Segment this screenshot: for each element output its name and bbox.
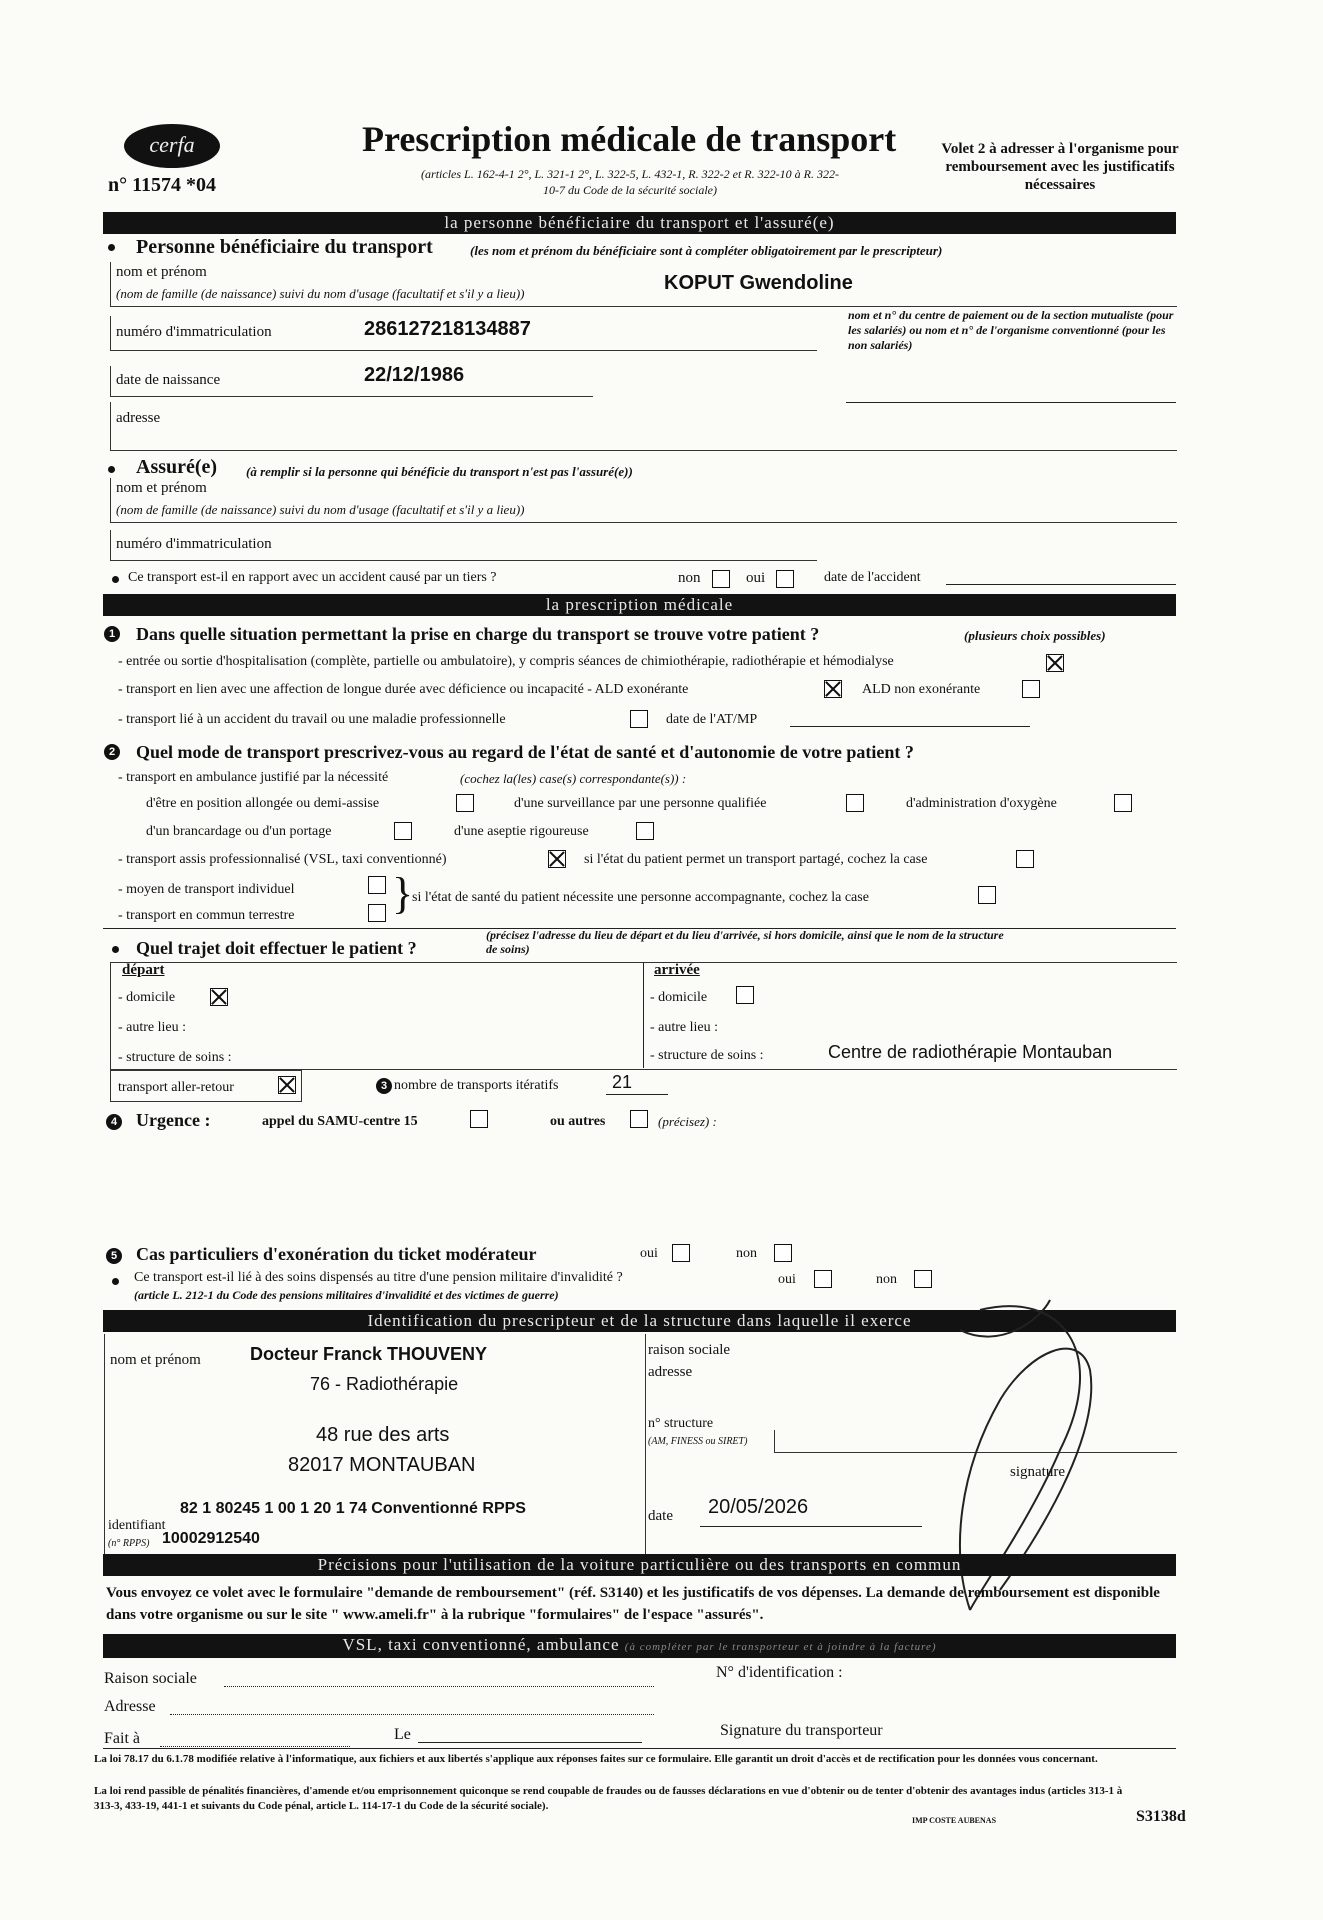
atmp-checkbox[interactable] — [630, 710, 648, 728]
printer-name: IMP COSTE AUBENAS — [912, 1816, 997, 1825]
surveillance-checkbox[interactable] — [846, 794, 864, 812]
q5-non-checkbox[interactable] — [774, 1244, 792, 1262]
arrivee-structure-value[interactable]: Centre de radiothérapie Montauban — [828, 1042, 1113, 1062]
accident-oui-checkbox[interactable] — [776, 570, 794, 588]
cerfa-logo — [124, 124, 220, 168]
section-bar-prescription: la prescription médicale — [103, 594, 1176, 616]
depart-structure-label: - structure de soins : — [118, 1050, 232, 1065]
date-line — [700, 1526, 922, 1527]
law-notice-1: La loi 78.17 du 6.1.78 modifiée relative à l'informatique, aux fichiers et aux libertés s'applique aux réponses faites sur ce formulaire. Elle garantit un droit d'accès et de rectification pour les données vous concernant. — [94, 1753, 1098, 1765]
question-3-icon: 3 — [376, 1078, 392, 1094]
question-1-icon: 1 — [104, 626, 120, 642]
section-bar-prescriber: Identification du prescripteur et de la structure dans laquelle il exerce — [103, 1310, 1176, 1332]
commun-checkbox[interactable] — [368, 904, 386, 922]
vsl-fait-label: Fait à — [104, 1730, 140, 1747]
section-bar-beneficiary: la personne bénéficiaire du transport et l'assuré(e) — [103, 212, 1176, 234]
assis-checkbox[interactable] — [548, 850, 566, 868]
date-value[interactable]: 20/05/2026 — [708, 1496, 809, 1518]
brace-icon: } — [392, 869, 414, 918]
aller-retour-label: transport aller-retour — [118, 1080, 234, 1095]
structure-number-note: (AM, FINESS ou SIRET) — [648, 1436, 748, 1447]
accident-date-line — [946, 584, 1176, 585]
birthdate-value[interactable]: 22/12/1986 — [364, 364, 465, 386]
iteratifs-value[interactable]: 21 — [612, 1072, 633, 1092]
individuel-label: - moyen de transport individuel — [118, 882, 295, 897]
volet-note: Volet 2 à adresser à l'organisme pour remboursement avec les justificatifs nécessaires — [941, 141, 1179, 193]
page-title: Prescription médicale de transport — [362, 119, 897, 159]
option-atmp: - transport lié à un accident du travail ou une maladie professionnelle — [118, 712, 506, 727]
immat-label: numéro d'immatriculation — [116, 324, 272, 340]
section-bar-car: Précisions pour l'utilisation de la voiture particulière ou des transports en commun — [103, 1554, 1176, 1576]
depart-domicile-checkbox[interactable] — [210, 988, 228, 1006]
arrivee-structure-label: - structure de soins : — [650, 1048, 764, 1063]
q3-heading: Quel trajet doit effectuer le patient ? — [136, 938, 417, 958]
form-number: n° 11574 *04 — [108, 174, 217, 196]
question-4-icon: 4 — [106, 1114, 122, 1130]
address-label: adresse — [116, 410, 161, 426]
option-hospital: - entrée ou sortie d'hospitalisation (complète, partielle ou ambulatoire), y compris séances de chimiothérapie, radiothérapie et hémodialyse — [118, 654, 894, 669]
accident-non-label: non — [678, 570, 701, 586]
q1-note: (plusieurs choix possibles) — [964, 628, 1106, 643]
aseptie-checkbox[interactable] — [636, 822, 654, 840]
vsl-signature-label: Signature du transporteur — [720, 1722, 883, 1739]
name-label-detail: (nom de famille (de naissance) suivi du nom d'usage (facultatif et s'il y a lieu)) — [116, 286, 525, 301]
ald-non-checkbox[interactable] — [1022, 680, 1040, 698]
insured-heading: Assuré(e) — [136, 456, 218, 478]
individuel-checkbox[interactable] — [368, 876, 386, 894]
vsl-le-label: Le — [394, 1726, 411, 1743]
partage-checkbox[interactable] — [1016, 850, 1034, 868]
accident-oui-label: oui — [746, 570, 766, 586]
name-label: nom et prénom — [116, 264, 207, 280]
doctor-id-line: 82 1 80245 1 00 1 20 1 74 Conventionné RPPS — [180, 1500, 526, 1517]
date-label: date — [648, 1508, 673, 1524]
doctor-name: Docteur Franck THOUVENY — [250, 1344, 488, 1364]
q5-heading: Cas particuliers d'exonération du ticket modérateur — [136, 1244, 537, 1264]
ald-non-label: ALD non exonérante — [862, 682, 981, 697]
pension-oui-label: oui — [778, 1272, 796, 1287]
question-2-icon: 2 — [104, 744, 120, 760]
pension-non-checkbox[interactable] — [914, 1270, 932, 1288]
trajet-divider — [643, 962, 644, 1068]
arrivee-autre-label: - autre lieu : — [650, 1020, 719, 1035]
address-box — [110, 402, 1177, 451]
identifiant-label: identifiant — [108, 1518, 166, 1533]
ald-exonerante-checkbox[interactable] — [824, 680, 842, 698]
doctor-address-2: 82017 MONTAUBAN — [288, 1454, 476, 1476]
oxygene-checkbox[interactable] — [1114, 794, 1132, 812]
pension-non-label: non — [876, 1272, 897, 1287]
vsl-bar-note: (à compléter par le transporteur et à joindre à la facture) — [624, 1641, 937, 1653]
samu-label: appel du SAMU-centre 15 — [262, 1114, 418, 1129]
autres-label: ou autres — [550, 1114, 606, 1129]
vsl-adresse-line — [170, 1714, 654, 1715]
vsl-adresse-label: Adresse — [104, 1698, 156, 1715]
accompagnant-checkbox[interactable] — [978, 886, 996, 904]
q1-heading: Dans quelle situation permettant la prise en charge du transport se trouve votre patient ? — [136, 624, 820, 644]
vsl-raison-line — [224, 1686, 654, 1687]
aller-retour-checkbox[interactable] — [278, 1076, 296, 1094]
structure-number-label: n° structure — [648, 1416, 714, 1431]
bullet — [112, 576, 119, 583]
law-notice-2: La loi rend passible de pénalités financières, d'amende et/ou emprisonnement quiconque se rend coupable de fraudes ou de fausses déclarations en vue d'obtenir ou de tenter d'obtenir des avantages indus (articles 313-1 à 313-3, 433-19, 441-1 et suivants du Code pénal, article L. 114-17-1 du Code de la sécurité sociale). — [94, 1785, 1123, 1812]
legal-references: (articles L. 162-4-1 2°, L. 321-1 2°, L. 322-5, L. 432-1, R. 322-2 et R. 322-10 à R. 322-10-7 du Code de la sécurité sociale) — [421, 167, 839, 197]
vsl-le-line — [418, 1742, 642, 1743]
beneficiary-name-value[interactable]: KOPUT Gwendoline — [664, 272, 853, 294]
insured-immat-label: numéro d'immatriculation — [116, 536, 272, 552]
beneficiary-heading: Personne bénéficiaire du transport — [136, 236, 433, 258]
depart-label: départ — [122, 962, 165, 978]
atmp-date-line — [790, 726, 1030, 727]
ambulance-note: (cochez la(les) case(s) correspondante(s)) : — [460, 771, 687, 786]
bullet — [112, 946, 119, 953]
insured-heading-note: (à remplir si la personne qui bénéficie du transport n'est pas l'assuré(e)) — [246, 464, 633, 479]
assis-label: - transport assis professionnalisé (VSL, taxi conventionné) — [118, 852, 447, 867]
bullet — [112, 1278, 119, 1285]
aseptie-label: d'une aseptie rigoureuse — [454, 824, 589, 839]
q5-oui-label: oui — [640, 1246, 658, 1261]
atmp-date-label: date de l'AT/MP — [666, 712, 758, 727]
form-reference: S3138d — [1136, 1808, 1186, 1825]
accident-question: Ce transport est-il en rapport avec un accident causé par un tiers ? — [128, 570, 497, 585]
precisez-label: (précisez) : — [658, 1114, 717, 1129]
prescriber-name-label: nom et prénom — [110, 1352, 201, 1368]
allongee-checkbox[interactable] — [456, 794, 474, 812]
doctor-address-1: 48 rue des arts — [316, 1424, 450, 1446]
birthdate-label: date de naissance — [116, 372, 221, 388]
section-bar-vsl — [103, 1634, 1176, 1658]
commun-label: - transport en commun terrestre — [118, 908, 295, 923]
urgence-heading: Urgence : — [136, 1110, 211, 1130]
accident-date-label: date de l'accident — [824, 570, 921, 585]
vsl-fait-line — [160, 1746, 350, 1747]
iteratifs-label: nombre de transports itératifs — [394, 1078, 559, 1093]
vsl-id-label: N° d'identification : — [716, 1664, 843, 1681]
iteratifs-line — [606, 1094, 668, 1095]
structure-address-label: adresse — [648, 1364, 693, 1380]
bullet — [108, 466, 115, 473]
question-5-icon: 5 — [106, 1248, 122, 1264]
pension-oui-checkbox[interactable] — [814, 1270, 832, 1288]
insured-name-label-detail: (nom de famille (de naissance) suivi du nom d'usage (facultatif et s'il y a lieu)) — [116, 502, 525, 517]
autres-checkbox[interactable] — [630, 1110, 648, 1128]
partage-label: si l'état du patient permet un transport partagé, cochez la case — [584, 852, 928, 867]
q5-oui-checkbox[interactable] — [672, 1244, 690, 1262]
arrivee-label: arrivée — [654, 962, 700, 978]
allongee-label: d'être en position allongée ou demi-assise — [146, 796, 380, 811]
accompagnant-label: si l'état de santé du patient nécessite une personne accompagnante, cochez la case — [412, 890, 869, 905]
centre-label: nom et n° du centre de paiement ou de la section mutualiste (pour les salariés) ou nom et n° de l'organisme conventionné (pour les non salariés) — [848, 308, 1174, 352]
surveillance-label: d'une surveillance par une personne qualifiée — [514, 796, 767, 811]
car-info-text: Vous envoyez ce volet avec le formulaire "demande de remboursement" (réf. S3140) et les justificatifs de vos dépenses. La demande de remboursement est disponible dans votre organisme ou sur le site " www.ameli.fr" à la rubrique "formulaires" de l'espace "assurés". — [106, 1585, 1160, 1623]
depart-domicile-label: - domicile — [118, 990, 176, 1005]
depart-autre-label: - autre lieu : — [118, 1020, 187, 1035]
option-ald: - transport en lien avec une affection de longue durée avec déficience ou incapacité - ALD exonérante — [118, 682, 689, 697]
vsl-bar-title: VSL, taxi conventionné, ambulance — [342, 1635, 620, 1654]
doctor-specialty: 76 - Radiothérapie — [310, 1374, 459, 1394]
cerfa-logo-text: cerfa — [149, 132, 195, 157]
accident-non-checkbox[interactable] — [712, 570, 730, 588]
q5-non-label: non — [736, 1246, 757, 1261]
hospital-checkbox[interactable] — [1046, 654, 1064, 672]
signature-label: signature — [1010, 1464, 1065, 1480]
vsl-bottom-line — [103, 1748, 1176, 1749]
brancardage-label: d'un brancardage ou d'un portage — [146, 824, 332, 839]
bullet — [108, 244, 115, 251]
oxygene-label: d'administration d'oxygène — [906, 796, 1057, 811]
q3-note: (précisez l'adresse du lieu de départ et du lieu d'arrivée, si hors domicile, ainsi que le nom de la structure de soins) — [486, 928, 1004, 956]
immat-value[interactable]: 286127218134887 — [364, 318, 531, 340]
rpps-value: 10002912540 — [162, 1530, 260, 1547]
pension-question: Ce transport est-il lié à des soins dispensés au titre d'une pension militaire d'invalidité ? — [134, 1270, 623, 1285]
samu-checkbox[interactable] — [470, 1110, 488, 1128]
rpps-label: (n° RPPS) — [108, 1538, 150, 1549]
brancardage-checkbox[interactable] — [394, 822, 412, 840]
vsl-raison-label: Raison sociale — [104, 1670, 197, 1687]
beneficiary-heading-note: (les nom et prénom du bénéficiaire sont à compléter obligatoirement par le prescripteur) — [470, 243, 943, 258]
pension-note: (article L. 212-1 du Code des pensions militaires d'invalidité et des victimes de guerre) — [134, 1288, 559, 1302]
ambulance-label: - transport en ambulance justifié par la nécessité — [118, 770, 389, 785]
insured-name-label: nom et prénom — [116, 480, 207, 496]
raison-sociale-label: raison sociale — [648, 1342, 731, 1358]
arrivee-domicile-label: - domicile — [650, 990, 708, 1005]
arrivee-domicile-checkbox[interactable] — [736, 986, 754, 1004]
q2-heading: Quel mode de transport prescrivez-vous au regard de l'état de santé et d'autonomie de votre patient ? — [136, 742, 914, 762]
